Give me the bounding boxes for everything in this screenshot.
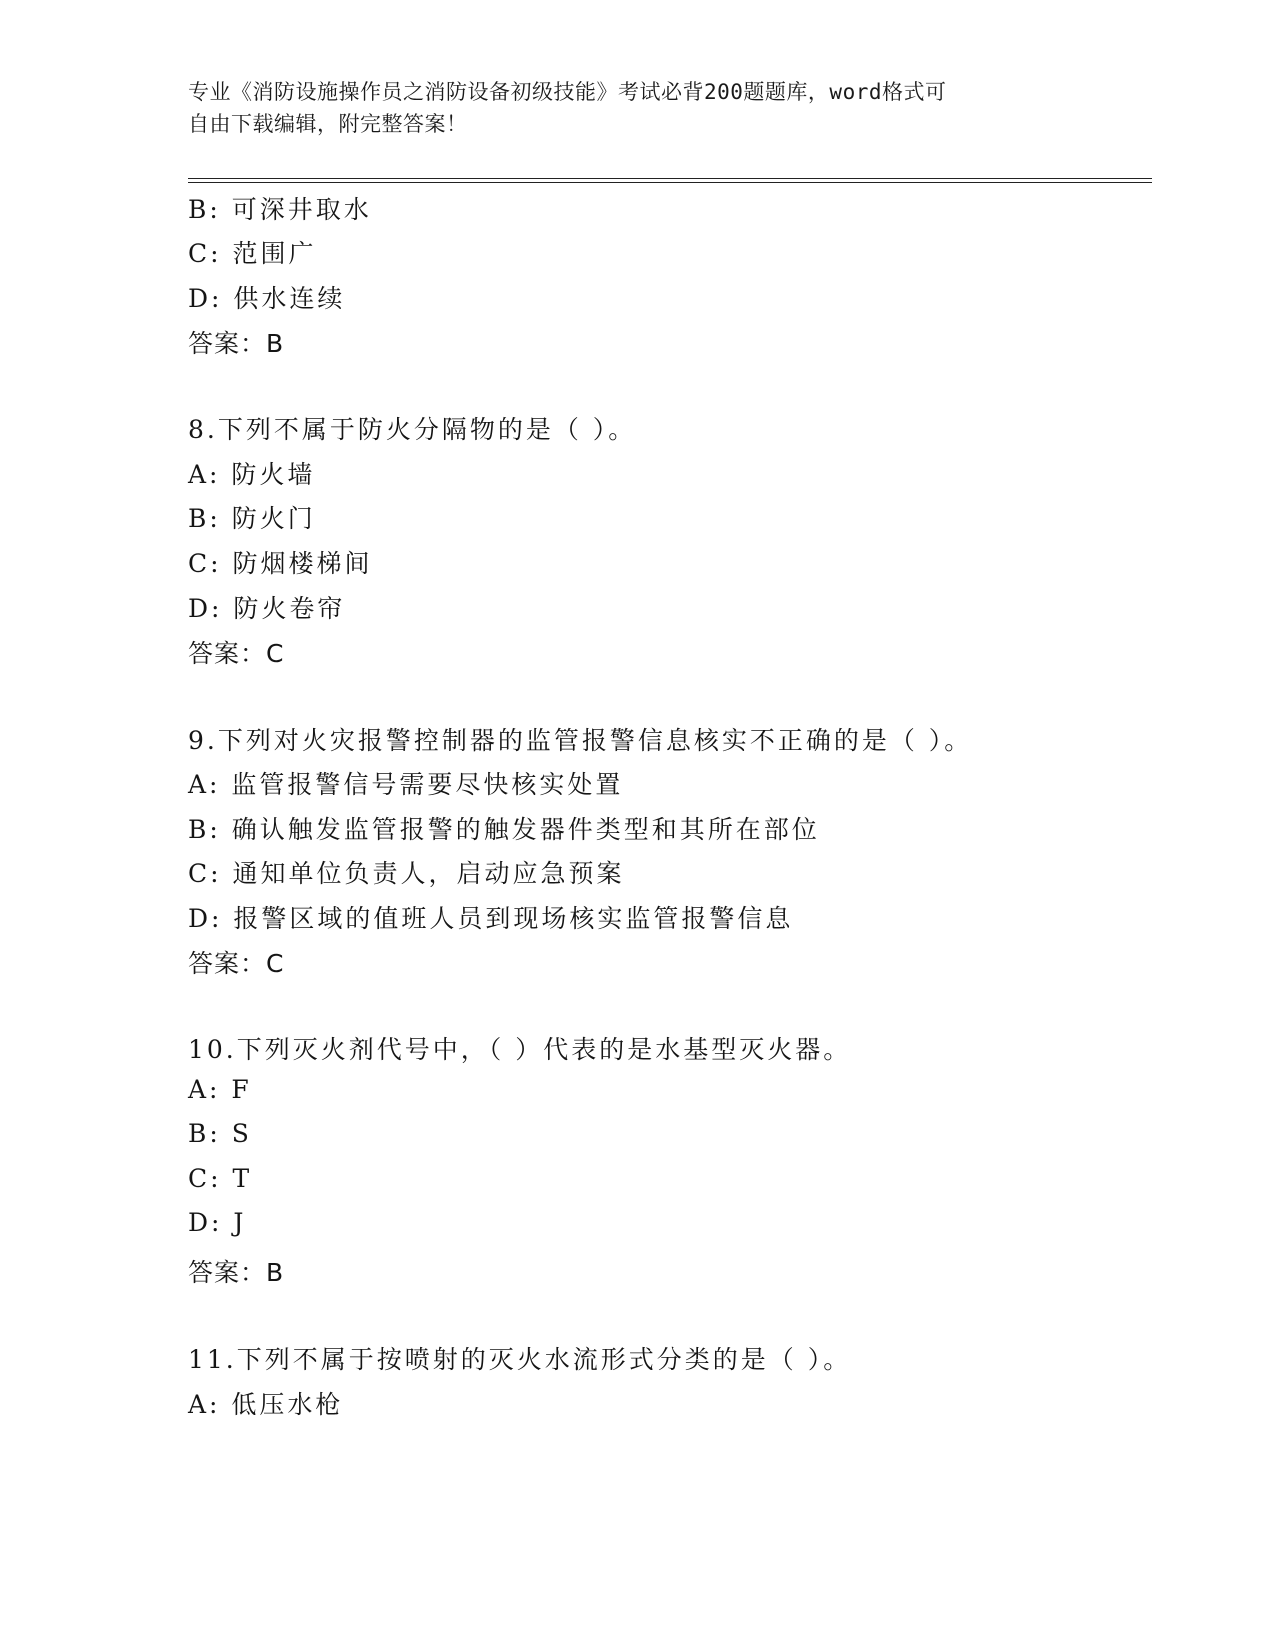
question-line: 9.下列对火灾报警控制器的监管报警信息核实不正确的是（ ）。 [188,726,973,755]
answer-line: 答案：C [188,639,285,668]
header-divider [188,178,1152,183]
answer-line: 答案：B [188,329,285,358]
header-line-2: 自由下载编辑，附完整答案！ [188,112,468,136]
question-line: 8.下列不属于防火分隔物的是（ ）。 [188,415,637,444]
question-line: 11.下列不属于按喷射的灭火水流形式分类的是（ ）。 [188,1345,852,1374]
option-line: B: 确认触发监管报警的触发器件类型和其所在部位 [188,815,820,844]
answer-line: 答案：C [188,949,285,978]
option-line: C: 通知单位负责人，启动应急预案 [188,859,625,888]
option-line: C: T [188,1164,253,1193]
option-line: D: 报警区域的值班人员到现场核实监管报警信息 [188,904,794,933]
option-line: D: 防火卷帘 [188,594,346,623]
option-line: C: 防烟楼梯间 [188,549,373,578]
document-header [188,76,1068,140]
option-line: B: 防火门 [188,504,316,533]
answer-line: 答案：B [188,1258,285,1287]
option-line: A: F [188,1075,252,1104]
option-line: A: 防火墙 [188,460,316,489]
option-line: B: 可深井取水 [188,195,372,224]
question-line: 10.下列灭火剂代号中，（ ）代表的是水基型灭火器。 [188,1035,852,1064]
option-line: D: 供水连续 [188,284,346,313]
header-line-1: 专业《消防设施操作员之消防设备初级技能》考试必背200题题库，word格式可 [188,80,947,104]
option-line: B: S [188,1119,252,1148]
option-line: A: 监管报警信号需要尽快核实处置 [188,770,624,799]
option-line: C: 范围广 [188,239,317,268]
option-line: A: 低压水枪 [188,1390,344,1419]
option-line: D: J [188,1208,247,1237]
